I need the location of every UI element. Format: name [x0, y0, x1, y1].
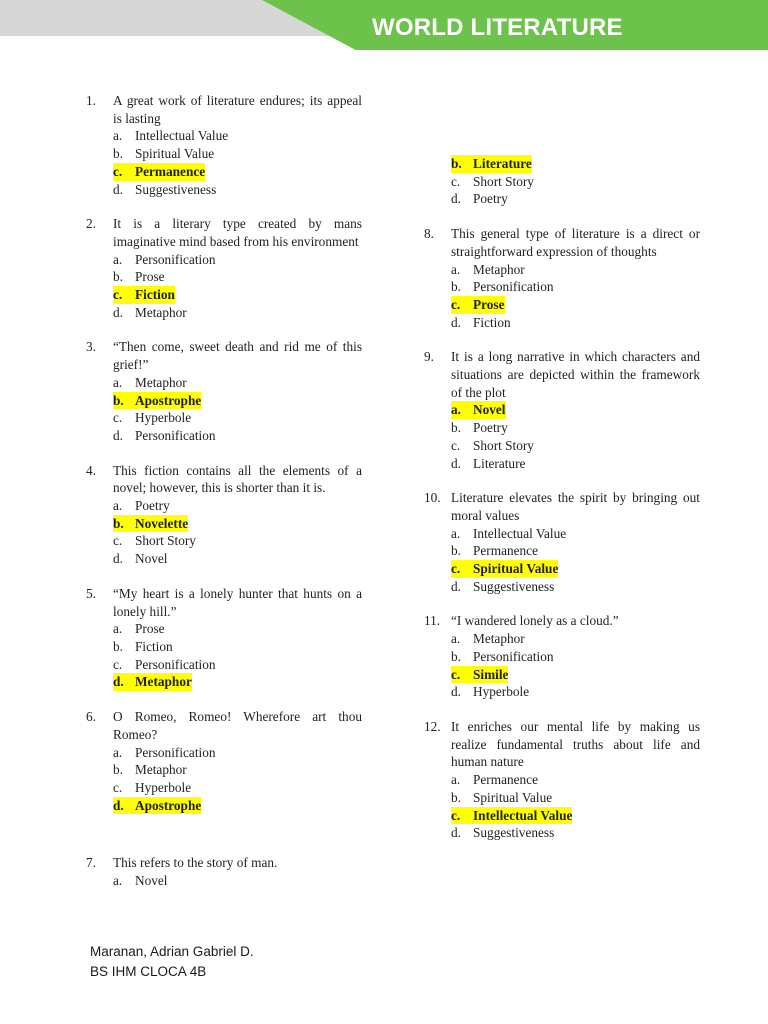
answer-option	[424, 578, 700, 596]
question-item	[424, 348, 700, 472]
option-letter: d.	[113, 181, 123, 197]
answer-option	[424, 771, 700, 789]
option-letter: d.	[451, 578, 461, 594]
answer-option	[86, 427, 362, 445]
option-letter: c.	[113, 779, 123, 795]
question-stem	[86, 338, 362, 373]
question-stem	[424, 489, 700, 524]
option-letter: c.	[113, 533, 123, 549]
question-item	[86, 338, 362, 444]
answer-option-highlighted	[424, 155, 700, 173]
answer-option	[424, 314, 700, 332]
option-letter: b.	[451, 155, 473, 173]
question-stem	[86, 585, 362, 620]
option-text: Permanence	[473, 543, 538, 559]
answer-option-highlighted	[86, 163, 362, 181]
option-letter: c.	[451, 807, 473, 825]
answer-option	[86, 251, 362, 269]
option-letter: a.	[113, 621, 123, 637]
answer-option	[86, 268, 362, 286]
left-column	[86, 92, 362, 890]
option-letter: d.	[451, 314, 461, 330]
option-text: Spiritual Value	[473, 561, 559, 577]
question-text: “I wandered lonely as a cloud.”	[451, 613, 619, 629]
option-text: Hyperbole	[135, 410, 192, 426]
question-number: 10.	[424, 490, 441, 506]
answer-option	[424, 789, 700, 807]
option-letter: c.	[113, 656, 123, 672]
option-text: Suggestiveness	[473, 578, 555, 594]
option-letter: a.	[451, 525, 461, 541]
answer-option	[86, 374, 362, 392]
option-letter: b.	[113, 762, 123, 778]
option-text: Fiction	[135, 638, 173, 654]
answer-option	[86, 656, 362, 674]
answer-option-highlighted	[86, 515, 362, 533]
option-text: Prose	[135, 621, 165, 637]
question-number: 11.	[424, 613, 441, 629]
question-number: 5.	[86, 585, 96, 601]
question-number: 3.	[86, 339, 96, 355]
option-text: Metaphor	[473, 261, 525, 277]
option-letter: b.	[451, 789, 461, 805]
option-letter: a.	[451, 772, 461, 788]
answer-option	[86, 409, 362, 427]
option-text: Suggestiveness	[473, 825, 555, 841]
option-letter: b.	[113, 638, 123, 654]
option-letter: a.	[451, 261, 461, 277]
option-letter: b.	[113, 269, 123, 285]
option-text: Poetry	[473, 191, 508, 207]
answer-option	[86, 532, 362, 550]
question-number: 12.	[424, 718, 441, 734]
answer-option	[86, 145, 362, 163]
option-text: Poetry	[473, 420, 508, 436]
answer-option-highlighted	[86, 673, 362, 691]
answer-option	[424, 190, 700, 208]
answer-option	[424, 824, 700, 842]
question-stem	[86, 462, 362, 497]
option-text: Intellectual Value	[473, 807, 573, 823]
answer-option-highlighted	[86, 392, 362, 410]
question-text: “My heart is a lonely hunter that hunts on a lonely hill.”	[113, 585, 362, 619]
question-text: It is a literary type created by mans imaginative mind based from his environment	[113, 216, 362, 249]
question-stem	[86, 92, 362, 127]
question-number: 9.	[424, 349, 434, 365]
option-text: Intellectual Value	[135, 128, 229, 144]
question-item	[424, 612, 700, 701]
student-name: Maranan, Adrian Gabriel D.	[90, 944, 254, 959]
option-text: Fiction	[473, 314, 511, 330]
answer-option	[86, 497, 362, 515]
option-text: Personification	[473, 279, 554, 295]
option-text: Poetry	[135, 498, 170, 514]
question-text: “Then come, sweet death and rid me of this grief!”	[113, 339, 362, 373]
option-text: Metaphor	[135, 374, 187, 390]
option-text: Personification	[135, 744, 216, 760]
answer-option	[424, 648, 700, 666]
option-letter: d.	[451, 191, 461, 207]
option-letter: b.	[113, 146, 123, 162]
question-number: 7.	[86, 855, 96, 871]
option-text: Prose	[473, 296, 505, 312]
option-text: Metaphor	[135, 674, 192, 690]
option-text: Short Story	[135, 533, 196, 549]
option-text: Novel	[473, 402, 506, 418]
student-section: BS IHM CLOCA 4B	[90, 964, 207, 979]
answer-option	[424, 455, 700, 473]
option-text: Short Story	[473, 173, 534, 189]
option-text: Novel	[135, 551, 168, 567]
option-text: Suggestiveness	[135, 181, 217, 197]
option-text: Permanence	[473, 772, 538, 788]
question-item	[86, 92, 362, 198]
answer-option	[424, 261, 700, 279]
question-stem	[424, 348, 700, 401]
option-letter: b.	[113, 392, 135, 410]
question-stem	[424, 718, 700, 771]
question-number: 1.	[86, 93, 96, 108]
option-text: Fiction	[135, 287, 175, 303]
option-text: Simile	[473, 666, 509, 682]
option-letter: a.	[113, 744, 123, 760]
question-text: This general type of literature is a direct or straightforward expression of thoughts	[451, 226, 700, 259]
option-letter: a.	[451, 401, 473, 419]
question-text: This fiction contains all the elements of a novel; however, this is shorter than it is.	[113, 462, 362, 496]
question-number: 4.	[86, 462, 96, 478]
option-text: Intellectual Value	[473, 525, 567, 541]
option-letter: c.	[113, 286, 135, 304]
answer-option	[424, 437, 700, 455]
option-letter: c.	[113, 163, 135, 181]
question-item	[424, 489, 700, 595]
option-letter: a.	[113, 128, 123, 144]
question-text: It enriches our mental life by making us realize fundamental truths about life and human nature	[451, 718, 700, 770]
option-letter: b.	[451, 420, 461, 436]
footer	[90, 942, 254, 982]
option-letter: c.	[451, 296, 473, 314]
option-letter: d.	[451, 684, 461, 700]
option-text: Apostrophe	[135, 797, 202, 813]
answer-option	[424, 173, 700, 191]
answer-option-highlighted	[424, 560, 700, 578]
answer-option	[424, 525, 700, 543]
question-text: O Romeo, Romeo! Wherefore art thou Romeo?	[113, 709, 362, 742]
answer-option	[424, 683, 700, 701]
option-text: Personification	[135, 656, 216, 672]
answer-option-highlighted	[424, 666, 700, 684]
option-letter: b.	[451, 279, 461, 295]
answer-option-highlighted	[424, 807, 700, 825]
question-item	[86, 708, 362, 814]
question-number: 2.	[86, 216, 96, 232]
answer-option	[86, 181, 362, 199]
answer-option-highlighted	[424, 296, 700, 314]
answer-option	[86, 744, 362, 762]
question-text: This refers to the story of man.	[113, 855, 278, 871]
answer-option	[86, 638, 362, 656]
option-letter: d.	[113, 673, 135, 691]
option-text: Metaphor	[473, 631, 525, 647]
answer-option-highlighted	[86, 286, 362, 304]
page-title: WORLD LITERATURE	[372, 14, 623, 41]
option-text: Apostrophe	[135, 392, 202, 408]
option-text: Hyperbole	[135, 779, 192, 795]
question-text: A great work of literature endures; its appeal is lasting	[113, 93, 362, 126]
answer-option	[86, 304, 362, 322]
option-letter: a.	[113, 374, 123, 390]
question-text: Literature elevates the spirit by bringing out moral values	[451, 490, 700, 523]
option-letter: b.	[451, 543, 461, 559]
answer-option	[424, 419, 700, 437]
option-letter: c.	[451, 173, 461, 189]
option-letter: d.	[451, 825, 461, 841]
option-letter: b.	[451, 648, 461, 664]
option-letter: c.	[113, 410, 123, 426]
answer-option	[86, 872, 362, 890]
question-item	[86, 462, 362, 568]
question-item-continued	[424, 155, 700, 208]
option-text: Prose	[135, 269, 165, 285]
option-text: Metaphor	[135, 762, 187, 778]
question-item	[86, 854, 362, 889]
option-text: Personification	[135, 251, 216, 267]
answer-option	[86, 779, 362, 797]
question-stem	[86, 854, 362, 872]
answer-option-highlighted	[424, 401, 700, 419]
answer-option	[86, 620, 362, 638]
option-letter: d.	[113, 304, 123, 320]
option-text: Spiritual Value	[473, 789, 553, 805]
option-letter: c.	[451, 437, 461, 453]
answer-option	[86, 550, 362, 568]
option-letter: c.	[451, 666, 473, 684]
option-letter: d.	[113, 551, 123, 567]
option-text: Short Story	[473, 437, 534, 453]
question-number: 8.	[424, 226, 434, 242]
question-item	[86, 585, 362, 691]
question-item	[86, 215, 362, 321]
option-text: Metaphor	[135, 304, 187, 320]
question-stem	[86, 215, 362, 250]
option-text: Novel	[135, 873, 168, 889]
question-stem	[424, 225, 700, 260]
question-text: It is a long narrative in which characters and situations are depicted within the framework of the plot	[451, 349, 700, 400]
option-text: Personification	[473, 648, 554, 664]
option-letter: a.	[451, 631, 461, 647]
option-text: Permanence	[135, 163, 206, 179]
option-text: Literature	[473, 455, 526, 471]
option-text: Literature	[473, 156, 532, 171]
option-letter: c.	[451, 560, 473, 578]
answer-option-highlighted	[86, 797, 362, 815]
answer-option	[424, 278, 700, 296]
answer-option	[86, 127, 362, 145]
answer-option	[424, 542, 700, 560]
option-letter: b.	[113, 515, 135, 533]
answer-option	[424, 630, 700, 648]
option-text: Hyperbole	[473, 684, 530, 700]
question-item	[424, 225, 700, 331]
option-text: Spiritual Value	[135, 146, 215, 162]
option-letter: d.	[113, 797, 135, 815]
question-item	[424, 718, 700, 842]
option-text: Personification	[135, 427, 216, 443]
option-letter: a.	[113, 873, 123, 889]
answer-option	[86, 761, 362, 779]
option-letter: d.	[451, 455, 461, 471]
question-stem	[424, 612, 700, 630]
question-stem	[86, 708, 362, 743]
right-column	[424, 155, 700, 859]
option-text: Novelette	[135, 515, 189, 531]
option-letter: a.	[113, 498, 123, 514]
option-letter: d.	[113, 427, 123, 443]
option-letter: a.	[113, 251, 123, 267]
question-number: 6.	[86, 709, 96, 725]
